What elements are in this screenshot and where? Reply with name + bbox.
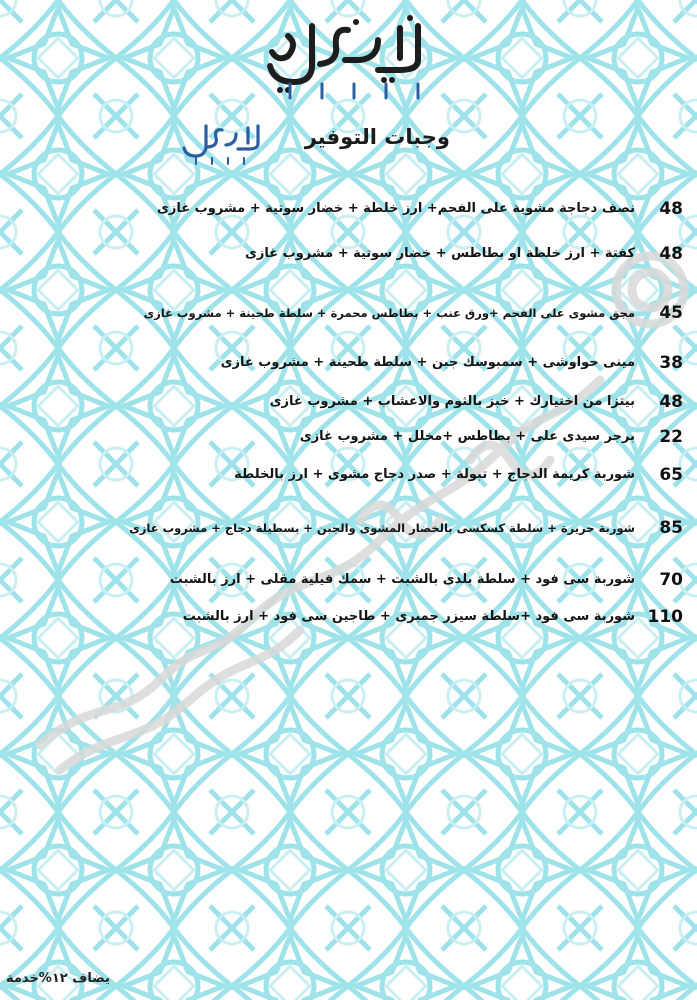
menu-item	[0, 389, 697, 415]
item-description: بيتزا من اختيارك + خبز بالثوم والاعشاب + مشروب غازى	[269, 394, 635, 409]
service-charge-note: يضاف ١٢%خدمة	[6, 971, 110, 986]
item-price: 48	[659, 244, 683, 264]
item-description: شوربة سى فود +سلطة سيزر جمبرى + طاجين سى فود + ارز بالشبت	[182, 609, 635, 624]
menu-item	[0, 241, 697, 267]
menu-item	[0, 424, 697, 450]
menu-item	[0, 196, 697, 222]
item-price: 22	[659, 427, 683, 447]
item-price: 38	[659, 353, 683, 373]
item-description: برجر سيدى على + بطاطس +مخلل + مشروب غازى	[299, 429, 635, 444]
item-price: 48	[659, 199, 683, 219]
item-price: 48	[659, 392, 683, 412]
menu-item	[0, 300, 697, 326]
item-description: مجق مشوى على الفحم +ورق عنب + بطاطس محمرة + سلطة طحينة + مشروب غازى	[143, 306, 635, 320]
item-description: شوربة كريمة الدجاج + تبولة + صدر دجاج مشوى + ارز بالخلطة	[234, 467, 635, 482]
menu-section-title: وجبات التوفير	[304, 125, 450, 149]
item-description: شوربة حريرة + سلطة كسكسى بالخضار المشوى والجبن + بسطيلة دجاج + مشروب غازى	[129, 521, 635, 535]
menu-item	[0, 462, 697, 488]
item-price: 85	[659, 518, 683, 538]
menu-item	[0, 567, 697, 593]
item-price: 45	[659, 303, 683, 323]
item-description: نصف دجاجة مشوية على الفحم+ ارز خلطة + خضار سوتية + مشروب غازى	[157, 201, 635, 216]
menu-item	[0, 515, 697, 541]
item-description: مينى حواوشى + سمبوسك جبن + سلطة طحينة + مشروب غازى	[220, 355, 635, 370]
logo-text: سيدي علي	[250, 8, 255, 9]
restaurant-logo	[250, 8, 440, 103]
item-price: 70	[659, 570, 683, 590]
item-price: 110	[647, 607, 683, 627]
restaurant-logo-small	[178, 118, 268, 166]
item-description: شوربة سى فود + سلطة بلدى بالشبت + سمك فيلية مقلى + ارز بالشبت	[169, 572, 635, 587]
item-description: كفتة + ارز خلطة او بطاطس + خضار سوتية + مشروب غازى	[244, 246, 635, 261]
menu-item	[0, 604, 697, 630]
menu-item	[0, 350, 697, 376]
item-price: 65	[659, 465, 683, 485]
